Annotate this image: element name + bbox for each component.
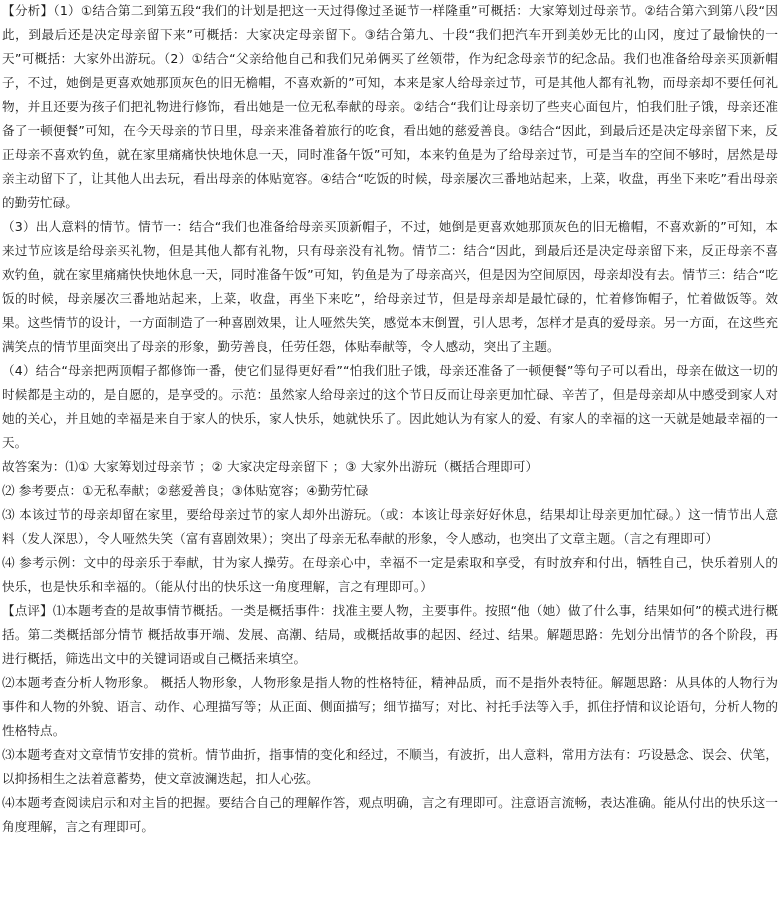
comment-paragraph-3: ⑶本题考查对文章情节安排的赏析。情节曲折，指事情的变化和经过，不顺当，有波折，出人意料，常用方法有：巧设悬念、误会、伏笔，以抑扬相生之法着意蓄势，使文章波澜迭起，扣人心弦。 bbox=[2, 747, 778, 786]
answer-line-1: 故答案为：⑴① 大家筹划过母亲节 ；② 大家决定母亲留下 ；③ 大家外出游玩（概括合理即可） bbox=[2, 459, 539, 474]
answer-line-3: ⑶ 本该过节的母亲却留在家里，要给母亲过节的家人却外出游玩。（或：本该让母亲好好休息，结果却让母亲更加忙碌。）这一情节出人意料（发人深思），令人哑然失笑（富有喜剧效果）；突出了母亲无私奉献的形象，令人感动，也突出了文章主题。（言之有理即可） bbox=[2, 507, 778, 546]
analysis-paragraph-4: （4）结合“母亲把两顶帽子都修饰一番，使它们显得更好看”“怕我们肚子饿，母亲还准备了一顿便餐”等句子可以看出，母亲在做这一切的时候都是主动的，是自愿的，是享受的。示范：虽然家人给母亲过的这个节日反而让母亲更加忙碌、辛苦了，但是母亲却从中感受到家人对她的关心，并且她的幸福是来自于家人的快乐，家人快乐，她就快乐了。因此她认为有家人的爱、有家人的幸福的这一天就是她最幸福的一天。 bbox=[2, 363, 778, 450]
analysis-paragraph-1 bbox=[2, 0, 778, 215]
analysis-paragraph-3: （3）出人意料的情节。情节一：结合“我们也准备给母亲买顶新帽子，不过，她倒是更喜欢她那顶灰色的旧无檐帽，不喜欢新的”可知，本来过节应该是给母亲买礼物，但是其他人都有礼物，只有母亲没有礼物。情节二：结合“因此，到最后还是决定母亲留下来，反正母亲不喜欢钓鱼，就在家里痛痛快快地休息一天，同时准备午饭”可知，钓鱼是为了母亲高兴，但是因为空间原因，母亲却没有去。情节三：结合“吃饭的时候，母亲屡次三番地站起来，上菜，收盘，再坐下来吃”，给母亲过节，但是母亲却是最忙碌的，忙着修饰帽子，忙着做饭等。效果。这些情节的设计，一方面制造了一种喜剧效果，让人哑然失笑，感觉本末倒置，引人思考，怎样才是真的爱母亲。另一方面，在这些充满笑点的情节里面突出了母亲的形象，勤劳善良，任劳任怨，体贴奉献等，令人感动，突出了主题。 bbox=[2, 219, 778, 354]
analysis-text-1: （1）①结合第二到第五段“我们的计划是把这一天过得像过圣诞节一样隆重”可概括：大家筹划过母亲节。②结合第六到第八段“因此，到最后还是决定母亲留下来”可概括：大家决定母亲留下。③结合第九、十段“我们把汽车开到美妙无比的山冈，度过了最愉快的一天”可概括：大家外出游玩。（2）①结合“父亲给他自己和我们兄弟俩买了丝领带，作为纪念母亲节的纪念品。我们也准备给母亲买顶新帽子，不过，她倒是更喜欢她那顶灰色的旧无檐帽，不喜欢新的”可知，本来是家人给母亲过节，可是其他人都有礼物，而母亲却不要任何礼物，并且还要为孩子们把礼物进行修饰，看出她是一位无私奉献的母亲。②结合“我们让母亲切了些夹心面包片，怕我们肚子饿，母亲还准备了一顿便餐”可知，在今天母亲的节日里，母亲来准备着旅行的吃食，看出她的慈爱善良。③结合“因此，到最后还是决定母亲留下来，反正母亲不喜欢钓鱼，就在家里痛痛快快地休息一天，同时准备午饭”可知，本来钓鱼是为了给母亲过节，可是当车的空间不够时，居然是母亲主动留下了，让其他人出去玩，看出母亲的体贴宽容。④结合“吃饭的时候，母亲屡次三番地站起来，上菜，收盘，再坐下来吃”看出母亲的勤劳忙碌。 bbox=[2, 3, 778, 210]
answer-line-4: ⑷ 参考示例：文中的母亲乐于奉献，甘为家人操劳。在母亲心中，幸福不一定是索取和享受，有时放弃和付出，牺牲自己，快乐着别人的快乐，也是快乐和幸福的。（能从付出的快乐这一角度理解，言之有理即可。） bbox=[2, 555, 778, 594]
analysis-tag: 【分析】 bbox=[2, 3, 54, 18]
comment-paragraph-2: ⑵本题考查分析人物形象。 概括人物形象，人物形象是指人物的性格特征，精神品质，而不是指外表特征。解题思路：从具体的人物行为事件和人物的外貌、语言、动作、心理描写等；从正面、侧面描写；细节描写；对比、衬托手法等入手，抓住抒情和议论语句，分析人物的性格特点。 bbox=[2, 675, 778, 738]
comment-paragraph-1: 【点评】⑴本题考查的是故事情节概括。一类是概括事件：找准主要人物，主要事件。按照“他（她）做了什么事，结果如何”的模式进行概括。第二类概括部分情节 概括故事开端、发展、高潮、结局，或概括故事的起因、经过、结果。解题思路：先划分出情节的各个阶段，再进行概括，筛选出文中的关键词语或自己概括来填空。 bbox=[2, 603, 778, 666]
comment-paragraph-4: ⑷本题考查阅读启示和对主旨的把握。要结合自己的理解作答，观点明确，言之有理即可。注意语言流畅，表达准确。能从付出的快乐这一角度理解，言之有理即可。 bbox=[2, 795, 778, 834]
answer-line-2: ⑵ 参考要点：①无私奉献；②慈爱善良；③体贴宽容；④勤劳忙碌 bbox=[2, 483, 369, 498]
